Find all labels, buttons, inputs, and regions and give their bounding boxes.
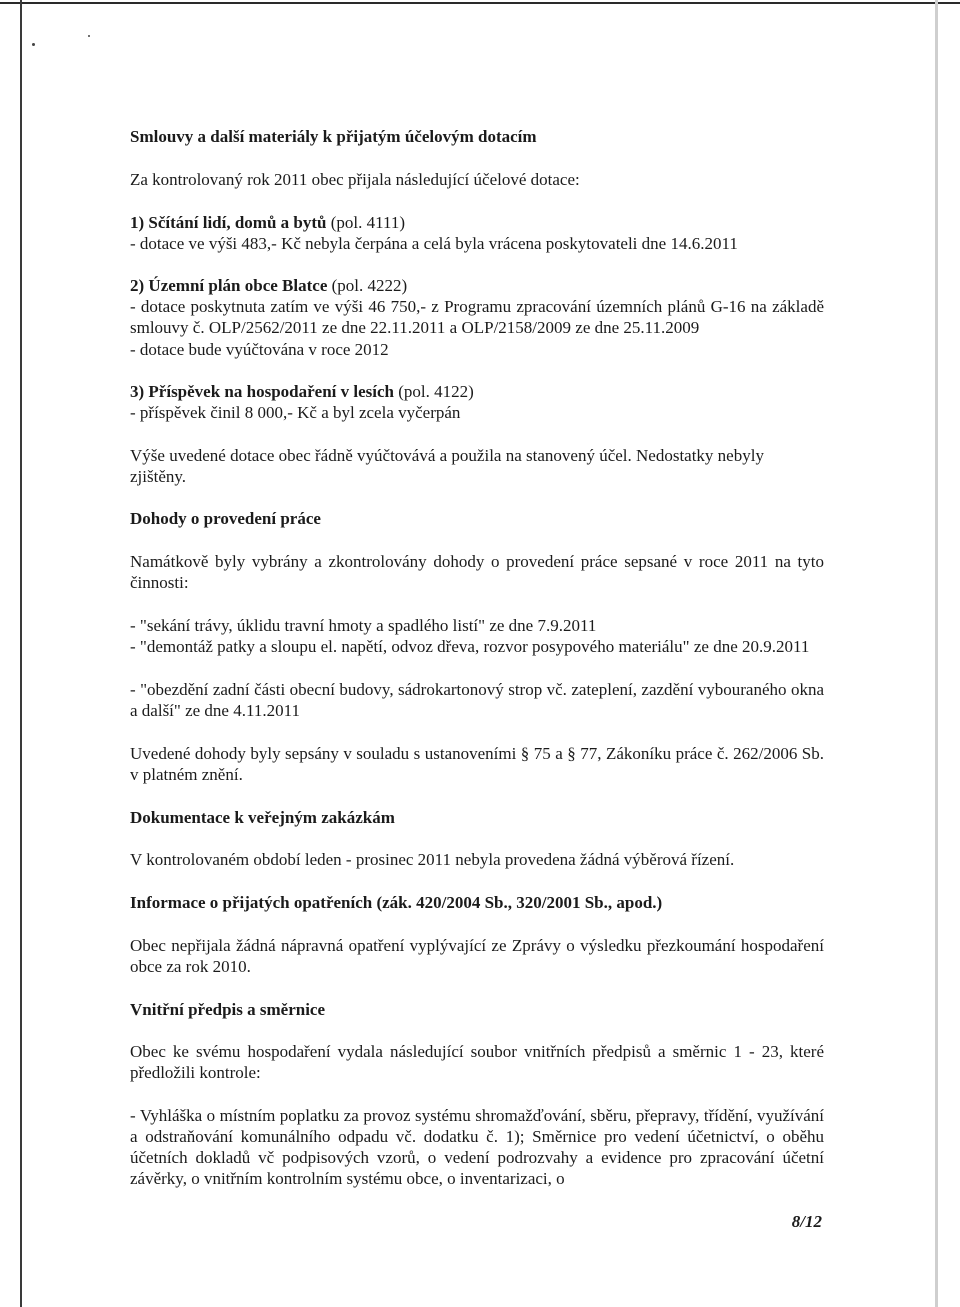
subsidies-intro: Za kontrolovaný rok 2011 obec přijala následující účelové dotace: <box>130 170 580 189</box>
measures-text: Obec nepřijala žádná nápravná opatření vyplývající ze Zprávy o výsledku přezkoumání hospodaření obce za rok 2010. <box>130 936 824 976</box>
scan-speck <box>88 35 90 37</box>
subsidy-3-code: (pol. 4122) <box>394 382 474 401</box>
work-agreement-item: - "obezdění zadní části obecní budovy, sádrokartonový strop vč. zateplení, zazdění vybouraného okna a další" ze dne 4.11.2011 <box>130 680 824 720</box>
subsidy-3-detail: - příspěvek činil 8 000,- Kč a byl zcela vyčerpán <box>130 403 461 422</box>
scan-edge-top <box>0 2 960 4</box>
internal-rules-intro: Obec ke svému hospodaření vydala následující soubor vnitřních předpisů a směrnic 1 - 23, které předložili kontrole: <box>130 1042 824 1082</box>
scan-speck <box>32 43 35 46</box>
scan-edge-left <box>20 0 22 1307</box>
subsidy-2-detail: - dotace poskytnuta zatím ve výši 46 750,- z Programu zpracování územních plánů G-16 na základě smlouvy č. OLP/2562/2011 ze dne 22.11.2011 a OLP/2158/2009 ze dne 25.11.2009 <box>130 297 824 337</box>
section-heading-measures: Informace o přijatých opatřeních (zák. 420/2004 Sb., 320/2001 Sb., apod.) <box>130 893 663 912</box>
work-agreement-item: - "sekání trávy, úklidu travní hmoty a spadlého listí" ze dne 7.9.2011 <box>130 616 597 635</box>
public-contracts-text: V kontrolovaném období leden - prosinec 2011 nebyla provedena žádná výběrová řízení. <box>130 850 735 869</box>
subsidy-1-detail: - dotace ve výši 483,- Kč nebyla čerpána a celá byla vrácena poskytovateli dne 14.6.2011 <box>130 234 738 253</box>
subsidy-2-note: - dotace bude vyúčtována v roce 2012 <box>130 340 389 359</box>
work-agreement-item: - "demontáž patky a sloupu el. napětí, odvoz dřeva, rozvor posypového materiálu" ze dne 20.9.2011 <box>130 637 810 656</box>
subsidy-2-code: (pol. 4222) <box>327 276 408 295</box>
section-heading-work-agreements: Dohody o provedení práce <box>130 509 321 528</box>
work-agreements-intro: Namátkově byly vybrány a zkontrolovány dohody o provedení práce sepsané v roce 2011 na tyto činnosti: <box>130 552 824 592</box>
subsidy-1-title <box>130 212 824 233</box>
scan-edge-right <box>935 0 938 1307</box>
section-heading-public-contracts: Dokumentace k veřejným zakázkám <box>130 808 395 827</box>
subsidies-conclusion: Výše uvedené dotace obec řádně vyúčtovává a použila na stanovený účel. Nedostatky nebyly zjištěny. <box>130 446 764 486</box>
subsidy-2-name: 2) Územní plán obce Blatce <box>130 276 328 295</box>
section-heading-internal-rules: Vnitřní předpis a směrnice <box>130 1000 326 1019</box>
internal-rules-list: - Vyhláška o místním poplatku za provoz systému shromažďování, sběru, přepravy, třídění, využívání a odstraňování komunálního odpadu vč. dodatku č. 1); Směrnice pro vedení účetnictví, o oběhu účetních dokladů vč podpisových vzorů, o vedení podrozvahy a evidence pro zpracování účetní závěrky, o vnitřním kontrolním systému obce, o inventarizaci, o <box>130 1106 824 1188</box>
work-agreements-conclusion: Uvedené dohody byly sepsány v souladu s ustanoveními § 75 a § 77, Zákoníku práce č. 262/2006 Sb. v platném znění. <box>130 744 824 784</box>
subsidy-1-code: (pol. 4111) <box>326 213 406 232</box>
subsidy-2-title <box>130 275 824 296</box>
section-heading-subsidies: Smlouvy a další materiály k přijatým účelovým dotacím <box>130 127 537 146</box>
subsidy-1-name: 1) Sčítání lidí, domů a bytů <box>130 213 327 232</box>
page-number: 8/12 <box>791 1212 822 1231</box>
subsidy-3-title <box>130 381 824 402</box>
subsidy-3-name: 3) Příspěvek na hospodaření v lesích <box>130 382 394 401</box>
